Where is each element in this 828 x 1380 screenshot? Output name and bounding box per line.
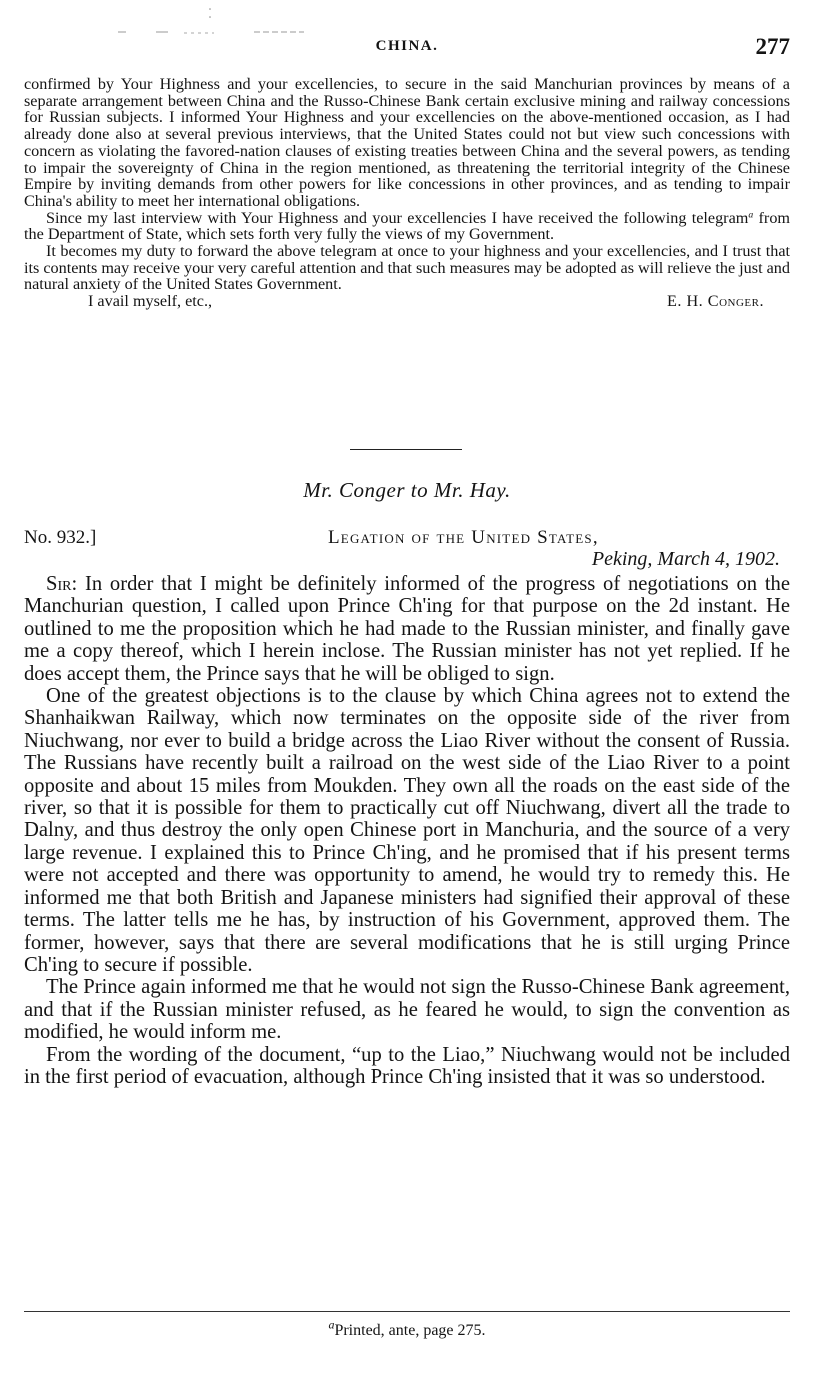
telegram-text-before: Since my last interview with Your Highness and your excellencies I have received the following telegram — [46, 208, 749, 227]
page-header — [24, 34, 790, 60]
footnote-marker: a — [748, 209, 754, 221]
letter-heading: Mr. Conger to Mr. Hay. — [303, 478, 511, 502]
scan-specks — [114, 6, 354, 36]
section-divider — [350, 449, 462, 450]
signature-line — [24, 293, 790, 310]
running-head: CHINA. — [375, 38, 439, 54]
continued-paragraph: confirmed by Your Highness and your excellencies, to secure in the said Manchurian provinces by means of a separate arrangement between China and the Russo-Chinese Bank certain exclusive mining and railway concessions for Russian subjects. I informed Your Highness and your excellencies on the above-mentioned occasion, as I had already done also at several previous interviews, that the United States could not but view such concessions with concern as violating the favored-nation clauses of existing treaties between China and the several powers, as tending to impair the sovereignty of China in the region mentioned, as threatening the territorial integrity of the Chinese Empire by inviting demands from other powers for like concessions in other provinces, and as tending to impair China's ability to meet her international obligations. — [24, 75, 790, 210]
document-page — [24, 0, 790, 1380]
footnote-text: Printed, ante, page 275. — [334, 1322, 486, 1339]
signature: E. H. Conger. — [667, 292, 764, 311]
body-paragraph: The Prince again informed me that he would not sign the Russo-Chinese Bank agreement, and that if the Russian minister refused, as he feared he would, to sign the convention as modified, he would inform me. — [24, 976, 790, 1044]
dateline: Peking, March 4, 1902. — [591, 548, 780, 570]
first-paragraph-text: In order that I might be definitely informed of the progress of negotiations on the Manchurian question, I called upon Prince Ch'ing for that purpose on the 2d instant. He outlined to me the proposition which he had made to the Russian minister, and finally gave me a copy thereof, which I herein inclose. The Russian minister has not yet replied. If he does accept them, the Prince says that he will be obliged to sign. — [24, 573, 790, 685]
page-number: 277 — [755, 34, 790, 59]
letter-body — [24, 573, 790, 1088]
telegram-text-after: from the Department of State, which sets forth very fully the views of my Government. — [24, 208, 791, 244]
footnote — [24, 1317, 790, 1340]
legation-line: Legation of the United States, — [328, 527, 599, 548]
continued-letter — [24, 76, 790, 310]
body-paragraph — [24, 573, 790, 685]
closing-phrase: I avail myself, etc., — [88, 292, 213, 311]
footnote-marker: a — [328, 1317, 335, 1332]
document-number: No. 932.] — [24, 527, 97, 548]
body-paragraph: One of the greatest objections is to the clause by which China agrees not to extend the Shanhaikwan Railway, which now terminates on the opposite side of the river from Niuchwang, nor ever to build a bridge across the Liao River without the consent of Russia. The Russians have recently built a railroad on the west side of the Liao River to a point opposite and about 15 miles from Moukden. They own all the roads on the east side of the river, so that it is possible for them to practically cut off Niuchwang, divert all the trade to Dalny, and thus destroy the only open Chinese port in Manchuria, and the source of a very large revenue. I explained this to Prince Ch'ing, and he promised that if his present terms were not accepted and there was opportunity to amend, he would try to remedy this. He informed me that both British and Japanese ministers had signified their approval of these terms. The latter tells me he has, by instruction of his Government, approved them. The former, however, says that there are several modifications that he is still urging Prince Ch'ing to secure if possible. — [24, 685, 790, 976]
footnote-divider — [24, 1311, 790, 1312]
body-paragraph: From the wording of the document, “up to the Liao,” Niuchwang would not be included in the first period of evacuation, although Prince Ch'ing insisted that it was so understood. — [24, 1043, 790, 1088]
telegram-paragraph — [24, 210, 790, 243]
salutation: Sir: — [46, 573, 78, 595]
duty-paragraph: It becomes my duty to forward the above telegram at once to your highness and your excellencies, and I trust that its contents may receive your very careful attention and that such measures may be adopted as will relieve the just and natural anxiety of the United States Government. — [24, 242, 790, 294]
